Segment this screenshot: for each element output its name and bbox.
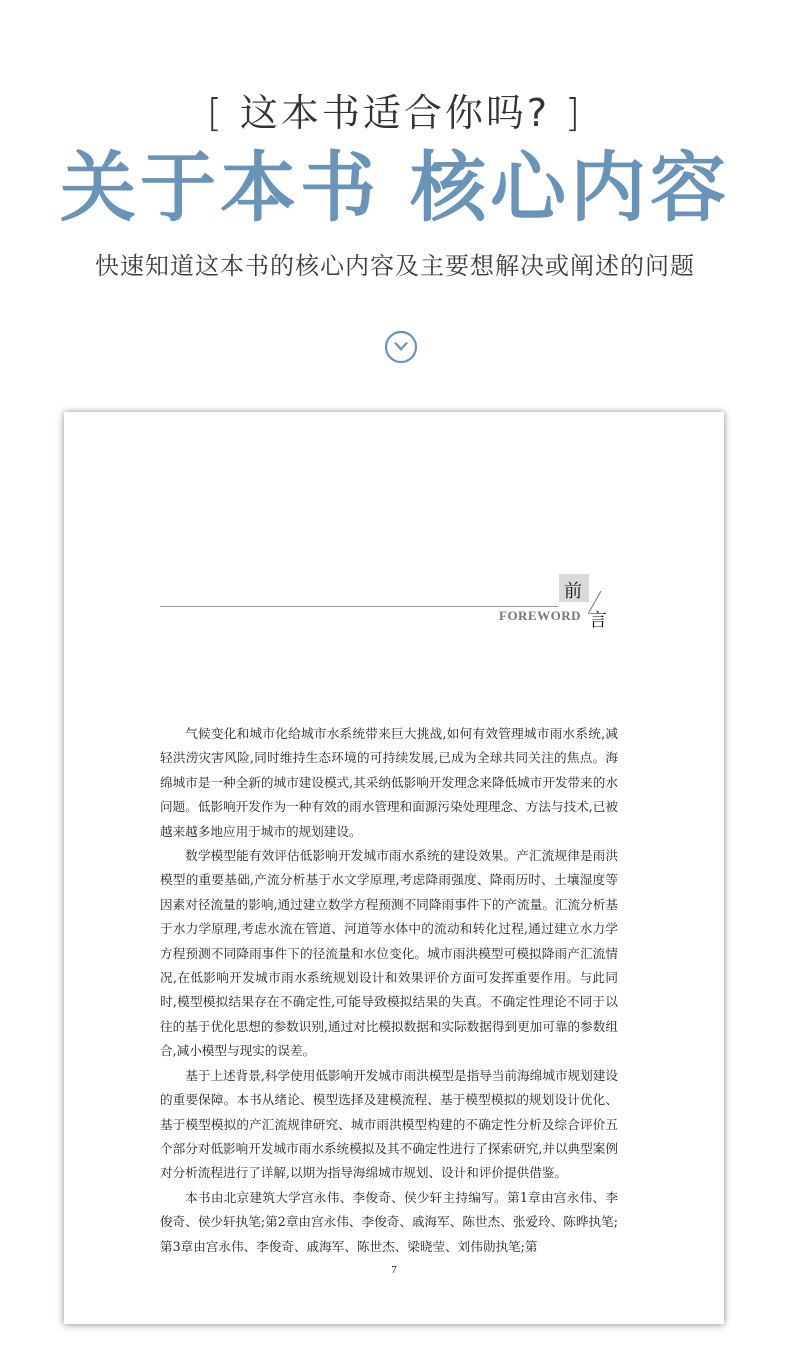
title-core-content: 核心内容	[410, 143, 730, 232]
tagline-bracket-right: ]	[565, 91, 583, 135]
heading-rule	[160, 606, 558, 607]
title-about-book: 关于本书	[60, 143, 380, 232]
heading-qian: 前	[564, 581, 582, 602]
paragraph: 本书由北京建筑大学宫永伟、李俊奇、侯少轩主持编写。第1章由宫永伟、李俊奇、侯少轩执笔;第2章由宫永伟、李俊奇、戚海军、陈世杰、张爱玲、陈晔执笔;第3章由宫永伟、李俊奇、戚海军、陈世杰、梁晓莹、刘伟勋执笔;第	[160, 1189, 618, 1254]
heading-yan: 言	[589, 610, 607, 631]
paragraph: 数学模型能有效评估低影响开发城市雨水系统的建设效果。产汇流规律是雨洪模型的重要基础,产流分析基于水文学原理,考虑降雨强度、降雨历时、土壤湿度等因素对径流量的影响,通过建立数学方程预测不同降雨事件下的产流量。汇流分析基于水力学原理,考虑水流在管道、河道等水体中的流动和转化过程,通过建立水力学方程预测不同降雨事件下的径流量和水位变化。城市雨洪模型可模拟降雨产汇流情况,在低影响开发城市雨水系统规划设计和效果评价方面可发挥重要作用。与此同时,模型模拟结果存在不确定性,可能导致模拟结果的失真。不确定性理论不同于以往的基于优化思想的参数识别,通过对比模拟数据和实际数据得到更加可靠的参数组合,减小模型与现实的误差。	[160, 848, 618, 1059]
heading-foreword-en: FOREWORD	[499, 608, 581, 623]
chevron-down-circle-icon[interactable]	[384, 330, 418, 364]
paragraph: 基于上述背景,科学使用低影响开发城市雨洪模型是指导当前海绵城市规划建设的重要保障。本书从绪论、模型选择及建模流程、基于模型模拟的规划设计优化、基于模型模拟的产汇流规律研究、城市雨洪模型构建的不确定性分析及综合评价五个部分对低影响开发城市雨水系统模拟及其不确定性进行了探索研究,并以典型案例对分析流程进行了详解,以期为指导海绵城市规划、设计和评价提供借鉴。	[160, 1067, 618, 1181]
section-tagline	[0, 82, 790, 137]
tagline-bracket-left: [	[206, 91, 225, 135]
page-title	[0, 140, 790, 236]
paragraph: 气候变化和城市化给城市水系统带来巨大挑战,如何有效管理城市雨水系统,减轻洪涝灾害风险,同时维持生态环境的可持续发展,已成为全球共同关注的焦点。海绵城市是一种全新的城市建设模式,其采纳低影响开发理念来降低城市开发带来的水问题。低影响开发作为一种有效的雨水管理和面源污染处理理念、方法与技术,已被越来越多地应用于城市的规划建设。	[160, 726, 618, 839]
tagline-text: 这本书适合你吗?	[239, 91, 551, 135]
foreword-body	[160, 722, 618, 1259]
book-page-preview	[64, 412, 724, 1324]
page-number: 7	[391, 1264, 397, 1276]
page-subtitle: 快速知道这本书的核心内容及主要想解决或阐述的问题	[95, 252, 695, 280]
